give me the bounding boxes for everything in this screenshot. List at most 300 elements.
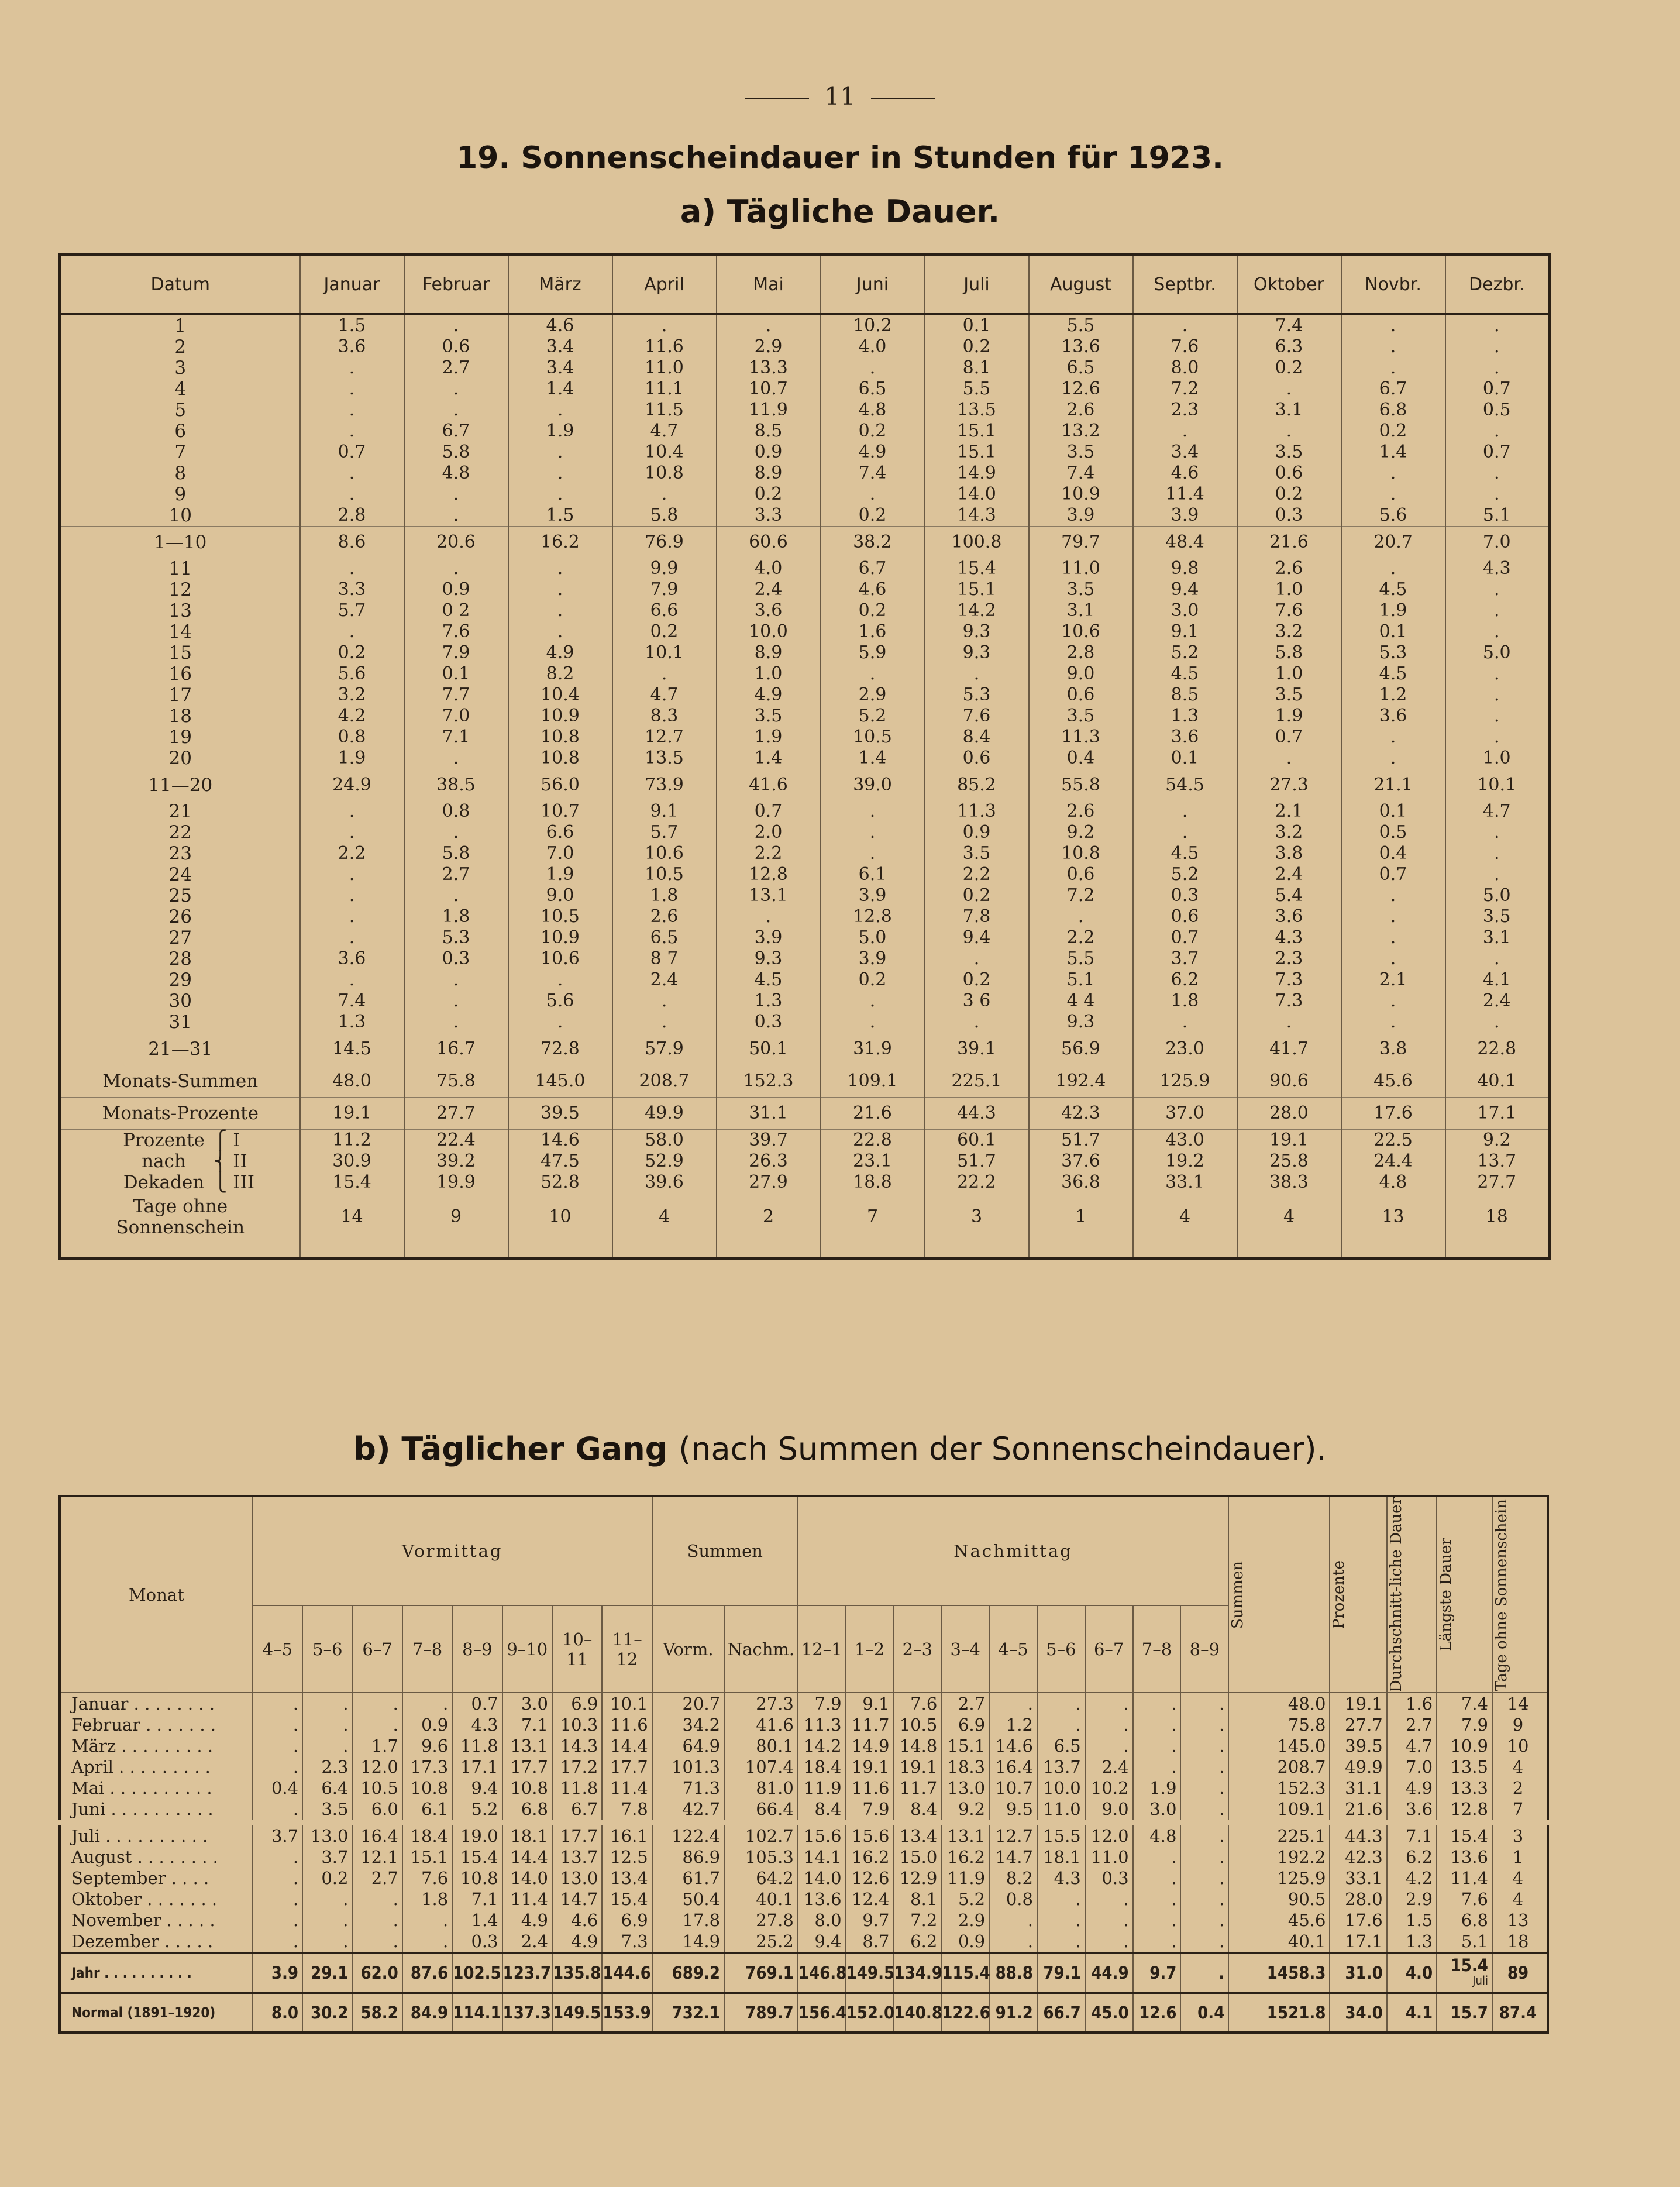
table-cell: 1.9 [1133,1777,1181,1799]
table-cell: 10.2 [821,314,925,336]
table-cell: 4.6 [1133,463,1237,484]
table-cell: 10.1 [602,1693,652,1714]
table-cell: 15.4 [602,1889,652,1910]
empty-cell [300,1241,404,1259]
table-cell: 11.4 [1437,1868,1492,1889]
table-cell: 21.1 [1341,769,1445,802]
table-cell: . [1180,1777,1228,1799]
table-cell: 18.1 [1037,1846,1085,1868]
table-cell: . [1133,421,1237,442]
section-a-title: a) Tägliche Dauer. [680,193,1000,230]
table-cell: 6.4 [302,1777,352,1799]
table-cell: 16.7 [404,1033,508,1065]
table-cell: 2.7 [404,357,508,379]
table-cell: 149.5 [552,1993,602,2033]
table-cell: 144.6 [602,1953,652,1993]
table-cell: 8.5 [1133,685,1237,706]
table-cell: 4.3 [1037,1868,1085,1889]
table-cell: 36.8 [1029,1172,1133,1193]
table-cell: 52.9 [612,1151,717,1172]
table-cell: . [352,1931,402,1953]
table-cell: 153.9 [602,1993,652,2033]
table-cell: 30.9 [300,1151,404,1172]
table-cell: . [508,600,612,621]
table-cell: 4.9 [502,1910,552,1931]
table-cell: 31.1 [717,1098,821,1130]
table-cell: 0.1 [1341,801,1445,822]
table-cell: 7.2 [1029,885,1133,906]
table-cell: . [508,969,612,991]
table-cell: . [821,357,925,379]
table-cell: 9.4 [798,1931,846,1953]
table-cell: 10.4 [508,685,612,706]
table-cell: . [300,801,404,822]
table-cell: . [821,1012,925,1033]
table-cell: . [1445,421,1550,442]
table-cell: 5.6 [300,663,404,685]
table-cell: 5.8 [612,505,717,527]
table-cell: 2.8 [300,505,404,527]
table-cell: 6.5 [1037,1735,1085,1756]
table-cell: 4.3 [1237,927,1341,948]
jahr-row [60,1953,1548,1993]
table-cell: 1.0 [1445,748,1550,769]
table-cell: 14 [300,1193,404,1241]
table-cell: 3.6 [300,948,404,969]
table-row [60,336,1550,357]
table-cell: . [1445,463,1550,484]
table-row [60,579,1550,600]
table-cell: 39.0 [821,769,925,802]
table-cell: 9.4 [1133,579,1237,600]
table-cell: 13.7 [1037,1756,1085,1777]
table-cell: 50.1 [717,1033,821,1065]
table-cell: 86.9 [652,1846,724,1868]
table-cell: 17.3 [402,1756,452,1777]
table-cell: 3.9 [821,885,925,906]
table-cell: 1.6 [821,621,925,642]
row-label: 21 [60,801,300,822]
table-cell: . [253,1868,302,1889]
table-cell: 3.7 [253,1822,302,1846]
table-cell: 4 [612,1193,717,1241]
table-cell: . [989,1693,1037,1714]
table-cell: . [1445,843,1550,864]
table-cell: 9.5 [989,1799,1037,1822]
table-cell: . [402,1931,452,1953]
table-cell: 13.1 [502,1735,552,1756]
table-cell: 0.2 [612,621,717,642]
table-cell: 2.4 [1237,864,1341,885]
table-cell: 14.0 [798,1868,846,1889]
table-cell: 0.2 [821,969,925,991]
table-cell: . [1341,927,1445,948]
table-cell: 81.0 [724,1777,798,1799]
table-cell: . [404,991,508,1012]
table-cell: 15.4 [1437,1822,1492,1846]
table-cell: 66.4 [724,1799,798,1822]
table-cell: 23.1 [821,1151,925,1172]
table-cell: . [1445,822,1550,843]
hour-header: 9–10 [502,1605,552,1693]
table-cell: . [1445,314,1550,336]
table-row [60,1693,1548,1714]
table-cell: 5.9 [821,642,925,663]
month-label: Juli . . . . . . . . . . [60,1822,253,1846]
table-cell: 3.8 [1341,1033,1445,1065]
row-label: Jahr . . . . . . . . . . [60,1953,253,1993]
table-cell: 152.0 [846,1993,894,2033]
table-cell: 13 [1341,1193,1445,1241]
table-cell: 5.6 [1341,505,1445,527]
right-header-tage: Tage ohne Sonnenschein [1492,1496,1548,1693]
table-cell: 0.3 [452,1931,502,1953]
table-cell: . [300,400,404,421]
table-cell: 0.7 [1341,864,1445,885]
table-cell: 7.2 [893,1910,941,1931]
dekaden-row [60,1151,1550,1172]
table-cell: 3.5 [1029,579,1133,600]
table-row [60,1889,1548,1910]
table-cell: 1.4 [821,748,925,769]
table-cell: 49.9 [612,1098,717,1130]
table-row [60,1799,1548,1822]
table-cell: 107.4 [724,1756,798,1777]
table-cell: 47.5 [508,1151,612,1172]
table-cell: . [1085,1714,1133,1735]
table-cell: 10.9 [1029,484,1133,505]
table-cell: 1 [1492,1846,1548,1868]
table-row [60,1822,1548,1846]
tage-ohne-row [60,1193,1550,1241]
table-row [60,885,1550,906]
table-cell: 13.0 [302,1822,352,1846]
table-cell: 10.9 [508,927,612,948]
table-cell: 152.3 [1228,1777,1330,1799]
table-cell: 3.9 [1133,505,1237,527]
empty-cell [612,1241,717,1259]
table-cell: . [1037,1714,1085,1735]
table-row [60,442,1550,463]
table-cell: 0.4 [253,1777,302,1799]
table-cell: 48.4 [1133,527,1237,559]
table-cell: 4.9 [1387,1777,1437,1799]
table-cell: 12.1 [352,1846,402,1868]
table-cell: 14.7 [989,1846,1037,1868]
table-cell: 15.4 [452,1846,502,1868]
table-cell: . [404,885,508,906]
summen-sub-header: Nachm. [724,1605,798,1693]
row-label: 26 [60,906,300,927]
table-cell: 11.6 [602,1714,652,1735]
table-cell: . [1180,1735,1228,1756]
table-cell: . [1445,948,1550,969]
page-number: 11 [0,82,1680,111]
table-cell: 60.6 [717,527,821,559]
table-cell: . [1445,357,1550,379]
table-cell: 3.9 [821,948,925,969]
dekaden-word: Prozente [123,1130,205,1151]
table-cell: 75.8 [404,1065,508,1098]
table-cell: 5.0 [1445,885,1550,906]
table-row [60,1777,1548,1799]
table-row [60,484,1550,505]
table-cell: . [1085,1693,1133,1714]
table-cell: 2.0 [717,822,821,843]
table-cell: 1.4 [452,1910,502,1931]
table-cell: . [1133,1868,1181,1889]
table-cell: 9.7 [846,1910,894,1931]
table-cell: 1.4 [717,748,821,769]
table-cell: 39.1 [925,1033,1029,1065]
table-cell: 57.9 [612,1033,717,1065]
table-cell: 156.4 [798,1993,846,2033]
table-cell: . [989,1910,1037,1931]
hour-header: 4–5 [989,1605,1037,1693]
table-cell: 6.9 [602,1910,652,1931]
table-cell: 14.6 [508,1130,612,1151]
table-cell: 79.7 [1029,527,1133,559]
table-cell: 14.3 [925,505,1029,527]
table-cell: 10.8 [508,727,612,748]
table-cell: 21.6 [1237,527,1341,559]
table-cell: 10.5 [612,864,717,885]
table-cell: . [404,969,508,991]
table-cell: 13.6 [798,1889,846,1910]
table-cell: 11.7 [893,1777,941,1799]
table-cell: 4.6 [821,579,925,600]
table-cell: 12.6 [846,1868,894,1889]
table-cell: 1.9 [508,421,612,442]
table-cell: 5.8 [404,442,508,463]
table-row [60,948,1550,969]
table-cell: 6.1 [821,864,925,885]
table-cell: . [1133,1846,1181,1868]
table-cell: 146.8 [798,1953,846,1993]
table-cell: 14.6 [989,1735,1037,1756]
table-cell: 9.4 [452,1777,502,1799]
hour-header: 7–8 [402,1605,452,1693]
table-cell: . [1133,1693,1181,1714]
tage-ohne-label [60,1193,300,1241]
table-cell: 43.0 [1133,1130,1237,1151]
table-cell: 13.1 [941,1822,989,1846]
tage-label-line: Tage ohne [133,1196,228,1217]
table-cell: 11.2 [300,1130,404,1151]
table-cell: 6.2 [893,1931,941,1953]
table-cell: 11.0 [1085,1846,1133,1868]
table-cell: 6.8 [1341,400,1445,421]
table-cell: 8.5 [717,421,821,442]
table-cell: . [404,505,508,527]
table-cell: 8.1 [893,1889,941,1910]
table-cell: 4.5 [717,969,821,991]
table-cell: 2 [1492,1777,1548,1799]
right-header-durchschnitt: Durchschnitt-liche Dauer [1387,1496,1437,1693]
table-cell: 1.9 [300,748,404,769]
table-cell: 2.6 [1029,801,1133,822]
table-cell: 11.0 [1029,558,1133,579]
row-label: 29 [60,969,300,991]
col-header: Oktober [1237,255,1341,315]
table-cell: 45.6 [1228,1910,1330,1931]
table-cell: 22.4 [404,1130,508,1151]
table-cell: 9.3 [925,621,1029,642]
table-cell: 7 [1492,1799,1548,1822]
table-cell: 1458.3 [1228,1953,1330,1993]
table-cell: 6.6 [508,822,612,843]
table-cell: 11.3 [925,801,1029,822]
table-cell: 3.3 [717,505,821,527]
table-cell: 4.0 [717,558,821,579]
table-cell: 6.5 [1029,357,1133,379]
table-cell: 9.0 [1029,663,1133,685]
table-cell: 1.2 [989,1714,1037,1735]
col-header: April [612,255,717,315]
table-cell: . [1237,1012,1341,1033]
table-cell: 1.3 [300,1012,404,1033]
table-cell: 0.2 [300,642,404,663]
table-cell: . [300,357,404,379]
table-cell: 13.3 [1437,1777,1492,1799]
table-cell: . [404,484,508,505]
dekaden-word: Dekaden [123,1172,205,1193]
table-cell: 31.0 [1330,1953,1386,1993]
table-cell: 27.9 [717,1172,821,1193]
table-cell: 11.1 [612,379,717,400]
table-cell: 27.3 [1237,769,1341,802]
table-cell: 10.8 [1029,843,1133,864]
table-cell: . [1445,663,1550,685]
table-cell: 0.2 [302,1868,352,1889]
table-cell: 9.1 [1133,621,1237,642]
table-cell: 39.2 [404,1151,508,1172]
table-cell: 37.0 [1133,1098,1237,1130]
table-cell: 71.3 [652,1777,724,1799]
table-cell: 0.2 [1237,484,1341,505]
table-cell: 3.5 [1029,442,1133,463]
table-cell: 1.2 [1341,685,1445,706]
table-cell: 21.6 [1330,1799,1386,1822]
table-cell: 4.5 [1133,663,1237,685]
table-cell: 24.9 [300,769,404,802]
table-cell: . [1341,357,1445,379]
row-label: 18 [60,706,300,727]
table-cell: 0.4 [1180,1993,1228,2033]
nachmittag-header: Nachmittag [798,1496,1229,1605]
table-cell: 10.7 [508,801,612,822]
table-cell: 0.5 [1445,400,1550,421]
table-cell: 1521.8 [1228,1993,1330,2033]
table-cell: 1.9 [1341,600,1445,621]
table-cell: 6.2 [1387,1846,1437,1868]
table-cell: 3.5 [1237,442,1341,463]
month-label: Januar . . . . . . . . [60,1693,253,1714]
table-row [60,1931,1548,1953]
table-cell: 3.8 [1237,843,1341,864]
table-cell: . [302,1714,352,1735]
row-label: 21—31 [60,1033,300,1065]
table-cell: 0.9 [941,1931,989,1953]
summen-header: Summen [652,1496,798,1605]
table-cell: 1.0 [1237,663,1341,685]
table-cell: 0.7 [452,1693,502,1714]
table-cell: 15.6 [846,1822,894,1846]
table-cell: 8.9 [717,463,821,484]
table-cell: 4 [1133,1193,1237,1241]
hour-header: 4–5 [253,1605,302,1693]
table-cell: 3.9 [1029,505,1133,527]
table-cell: 15.4 [925,558,1029,579]
table-cell: . [352,1910,402,1931]
table-row [60,748,1550,769]
table-cell: 9.3 [1029,1012,1133,1033]
table-cell: 0.8 [989,1889,1037,1910]
table-cell: 7.9 [798,1693,846,1714]
table-row [60,527,1550,559]
table-cell: . [1085,1735,1133,1756]
table-cell: . [1180,1931,1228,1953]
table-cell: 16.4 [352,1822,402,1846]
table-cell: 3.4 [1133,442,1237,463]
dekaden-label [60,1151,300,1172]
table-cell: 9.1 [846,1693,894,1714]
table-row [60,927,1550,948]
table-cell: 7.4 [1029,463,1133,484]
table-cell: . [717,906,821,927]
table-cell: . [1085,1889,1133,1910]
table-row [60,642,1550,663]
table-cell: 19.1 [1330,1693,1386,1714]
table-cell: 2.2 [925,864,1029,885]
table-cell: 10.0 [717,621,821,642]
table-cell: 18 [1492,1931,1548,1953]
table-cell: 7.0 [404,706,508,727]
row-label: 19 [60,727,300,748]
table-cell: . [508,579,612,600]
col-header: März [508,255,612,315]
hour-header: 5–6 [1037,1605,1085,1693]
table-cell: 0.7 [1237,727,1341,748]
table-cell: . [1133,1714,1181,1735]
table-cell: 13.6 [1437,1846,1492,1868]
table-cell: 14.0 [502,1868,552,1889]
table-cell: 0.6 [1133,906,1237,927]
table-cell: 4.6 [508,314,612,336]
table-cell: 14.2 [798,1735,846,1756]
table-cell: 7.8 [925,906,1029,927]
table-cell: 16.2 [508,527,612,559]
table-cell: 1.5 [1387,1910,1437,1931]
table-cell: . [1237,421,1341,442]
table-cell: 2.1 [1237,801,1341,822]
table-cell: 5.0 [821,927,925,948]
table-cell: 15.1 [925,442,1029,463]
table-cell: 0.9 [717,442,821,463]
table-cell: 4.8 [404,463,508,484]
table-cell: 11.4 [602,1777,652,1799]
table-cell: 0.3 [404,948,508,969]
page-title: 19. Sonnenscheindauer in Stunden für 1923. [456,140,1224,176]
row-label: 16 [60,663,300,685]
table-cell: 16.4 [989,1756,1037,1777]
table-cell: 28.0 [1330,1889,1386,1910]
brace: ⎨ [214,1151,228,1172]
table-cell: 7.3 [602,1931,652,1953]
table-cell: 76.9 [612,527,717,559]
table-cell: 10.3 [552,1714,602,1735]
table-cell: 12.0 [1085,1822,1133,1846]
